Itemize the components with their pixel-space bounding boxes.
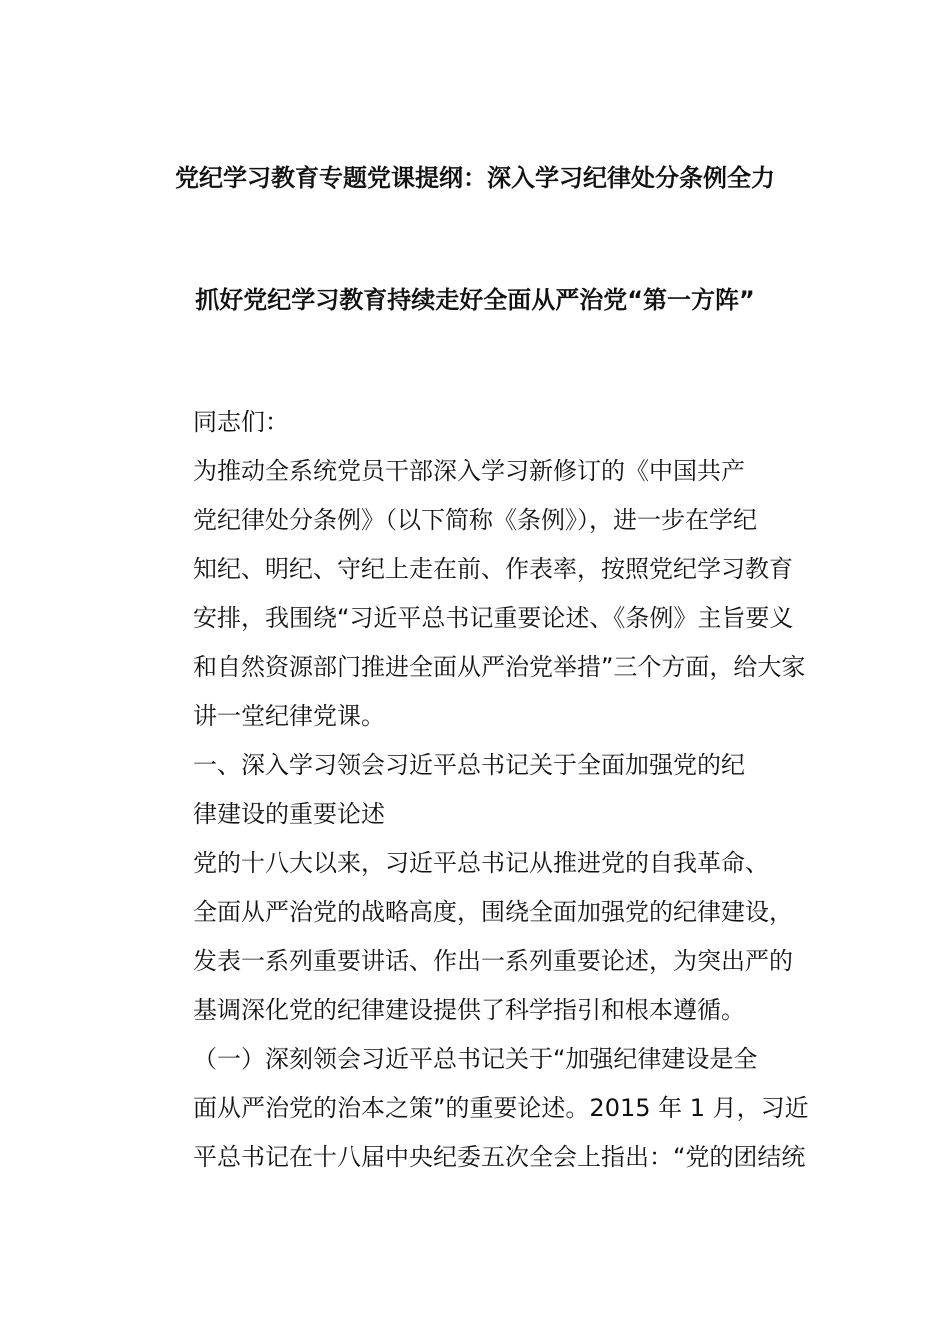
section-heading-1: [145, 741, 810, 839]
paragraph-section-1: [145, 839, 810, 1035]
text-line: 为推动全系统党员干部深入学习新修订的《中国共产: [193, 457, 745, 485]
text-line: 律建设的重要论述: [193, 800, 385, 828]
text-line: 发表一系列重要讲话、作出一系列重要论述，为突出严的: [193, 947, 793, 975]
text-line: 一、深入学习领会习近平总书记关于全面加强党的纪: [193, 751, 745, 779]
text-line: 基调深化党的纪律建设提供了科学指引和根本遵循。: [193, 996, 745, 1024]
document-title-line-1: 党纪学习教育专题党课提纲：深入学习纪律处分条例全力: [175, 164, 775, 192]
text-line: 全面从严治党的战略高度，围绕全面加强党的纪律建设，: [193, 898, 793, 926]
text-line: 知纪、明纪、守纪上走在前、作表率，按照党纪学习教育: [193, 555, 793, 583]
text-line: 党纪律处分条例》（以下简称《条例》），进一步在学纪: [193, 506, 757, 534]
text-line: 面从严治党的治本之策”的重要论述。2015 年 1 月，习近: [193, 1094, 809, 1122]
document-body: [145, 398, 810, 1182]
paragraph-intro: [145, 447, 810, 741]
paragraph-subsection-1: [145, 1035, 810, 1182]
text-line: 和自然资源部门推进全面从严治党举措”三个方面，给大家: [193, 653, 806, 681]
document-title-line-2: 抓好党纪学习教育持续走好全面从严治党“第一方阵”: [195, 286, 755, 314]
text-line: 讲一堂纪律党课。: [193, 702, 385, 730]
text-line: 安排，我围绕“习近平总书记重要论述、《条例》主旨要义: [193, 604, 794, 632]
greeting: 同志们：: [193, 408, 289, 436]
text-line: 平总书记在十八届中央纪委五次全会上指出：“党的团结统: [193, 1143, 806, 1171]
text-line: （一）深刻领会习近平总书记关于“加强纪律建设是全: [193, 1045, 758, 1073]
text-line: 党的十八大以来，习近平总书记从推进党的自我革命、: [193, 849, 769, 877]
